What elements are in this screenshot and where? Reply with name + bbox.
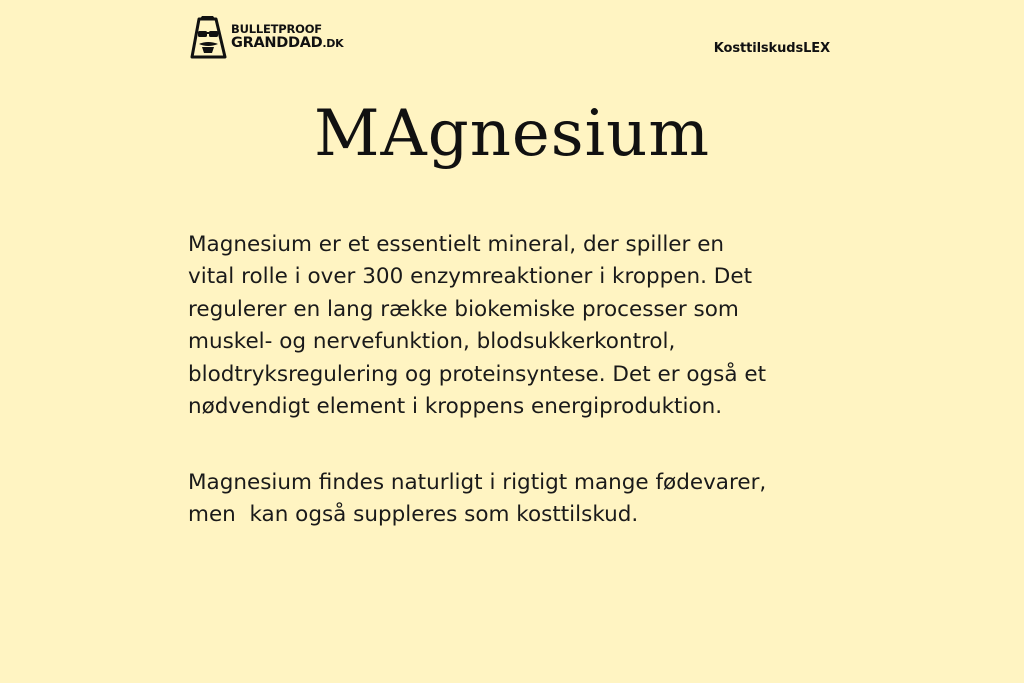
paragraph-line: Magnesium findes naturligt i rigtigt mange fødevarer, bbox=[188, 470, 767, 495]
logo-text bbox=[231, 21, 344, 51]
paragraph-line: muskel- og nervefunktion, blodsukkerkontrol, bbox=[188, 329, 676, 355]
granddad-face-icon bbox=[190, 14, 228, 60]
logo-line-1: BULLETPROOF bbox=[231, 21, 322, 36]
page-title: MAgnesium bbox=[313, 97, 711, 171]
bulletproof-granddad-logo[interactable] bbox=[190, 14, 343, 60]
paragraph-line: nødvendigt element i kroppens energiproduktion. bbox=[188, 394, 723, 420]
logo-line-2 bbox=[231, 36, 343, 51]
sources-paragraph bbox=[188, 467, 858, 532]
paragraph-line: vital rolle i over 300 enzymreaktioner i kroppen. Det bbox=[188, 264, 753, 290]
logo-line-2-suffix: .DK bbox=[322, 37, 344, 50]
brand-name[interactable]: KosttilskudsLEX bbox=[713, 41, 830, 56]
logo-line-2-main: GRANDDAD bbox=[231, 35, 323, 51]
paragraph-line: regulerer en lang række biokemiske processer som bbox=[188, 296, 739, 322]
paragraph-line: blodtryksregulering og proteinsyntese. Det er også et bbox=[188, 361, 767, 387]
page-header bbox=[190, 14, 830, 60]
paragraph-line: men kan også suppleres som kosttilskud. bbox=[188, 502, 639, 528]
paragraph-line: Magnesium er et essentielt mineral, der spiller en bbox=[188, 232, 725, 257]
intro-paragraph bbox=[188, 229, 858, 423]
